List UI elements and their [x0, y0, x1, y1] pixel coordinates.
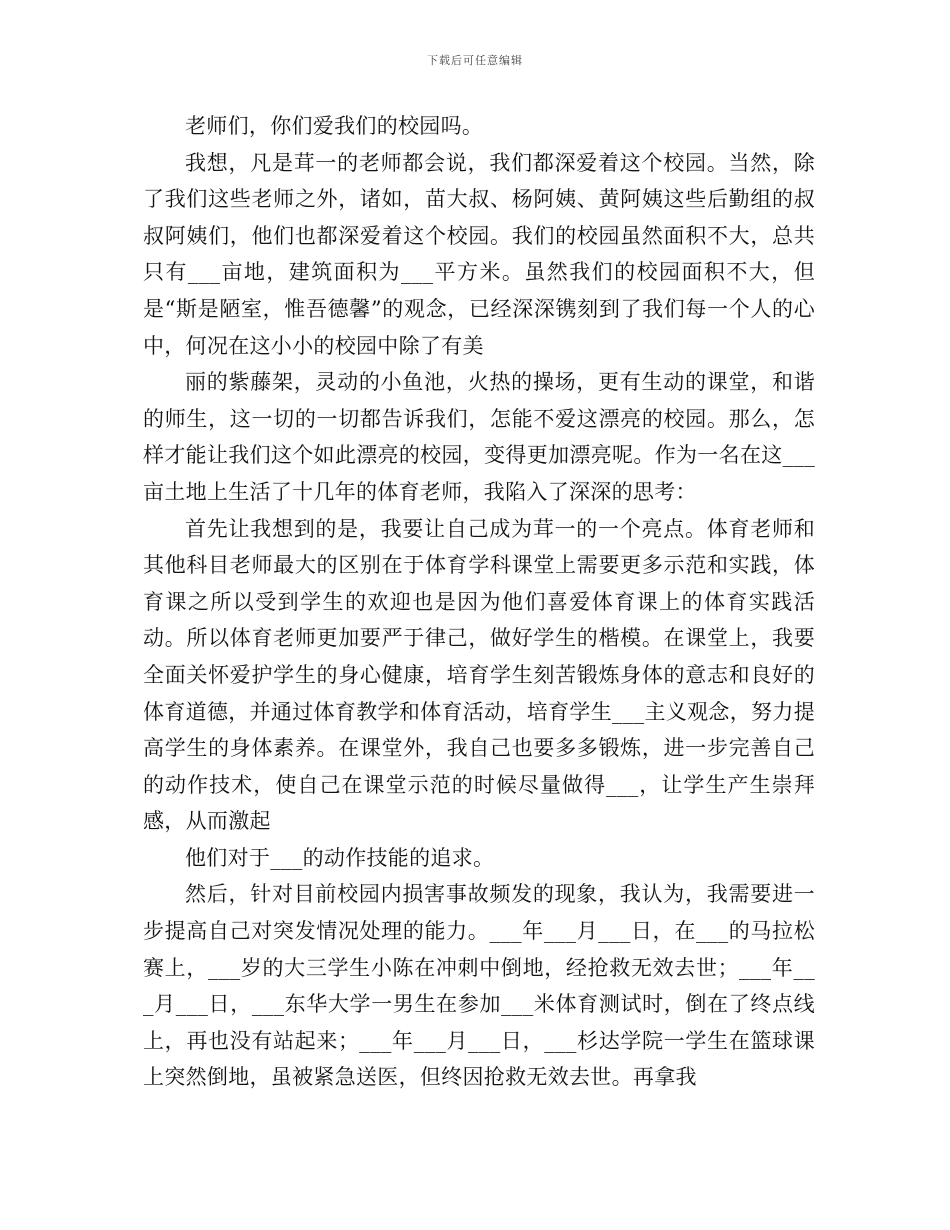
document-body	[143, 108, 815, 1096]
page-header: 下载后可任意编辑	[427, 54, 523, 67]
paragraph: 老师们，你们爱我们的校园吗。	[185, 114, 484, 138]
paragraph: 丽的紫藤架，灵动的小鱼池，火热的操场，更有生动的课堂，和谐的师生，这一切的一切都告诉我们，怎能不爱这漂亮的校园。那么，怎样才能让我们这个如此漂亮的校园，变得更加漂亮呢。作为一名在这___亩土地上生活了十几年的体育老师，我陷入了深深的思考：	[143, 370, 815, 504]
paragraph: 然后，针对目前校园内损害事故频发的现象，我认为，我需要进一步提高自己对突发情况处理的能力。___年___月___日，在___的马拉松赛上，___岁的大三学生小陈在冲刺中倒地，经抢救无效去世；___年___月___日，___东华大学一男生在参加___米体育测试时，倒在了终点线上，再也没有站起来；___年___月___日，___杉达学院一学生在篮球课上突然倒地，虽被紧急送医，但终因抢救无效去世。再拿我	[143, 882, 815, 1090]
paragraph: 我想，凡是茸一的老师都会说，我们都深爱着这个校园。当然，除了我们这些老师之外，诸如，苗大叔、杨阿姨、黄阿姨这些后勤组的叔叔阿姨们，他们也都深爱着这个校园。我们的校园虽然面积不大，总共只有___亩地，建筑面积为___平方米。虽然我们的校园面积不大，但是“斯是陋室，惟吾德馨”的观念，已经深深镌刻到了我们每一个人的心中，何况在这小小的校园中除了有美	[143, 150, 815, 358]
paragraph: 他们对于___的动作技能的追求。	[185, 845, 495, 870]
paragraph: 首先让我想到的是，我要让自己成为茸一的一个亮点。体育老师和其他科目老师最大的区别在于体育学科课堂上需要更多示范和实践，体育课之所以受到学生的欢迎也是因为他们喜爱体育课上的体育实践活动。所以体育老师更加要严于律己，做好学生的楷模。在课堂上，我要全面关怀爱护学生的身心健康，培育学生刻苦锻炼身体的意志和良好的体育道德，并通过体育教学和体育活动，培育学生___主义观念，努力提高学生的身体素养。在课堂外，我自己也要多多锻炼，进一步完善自己的动作技术，使自己在课堂示范的时候尽量做得___，让学生产生崇拜感，从而激起	[143, 516, 815, 834]
